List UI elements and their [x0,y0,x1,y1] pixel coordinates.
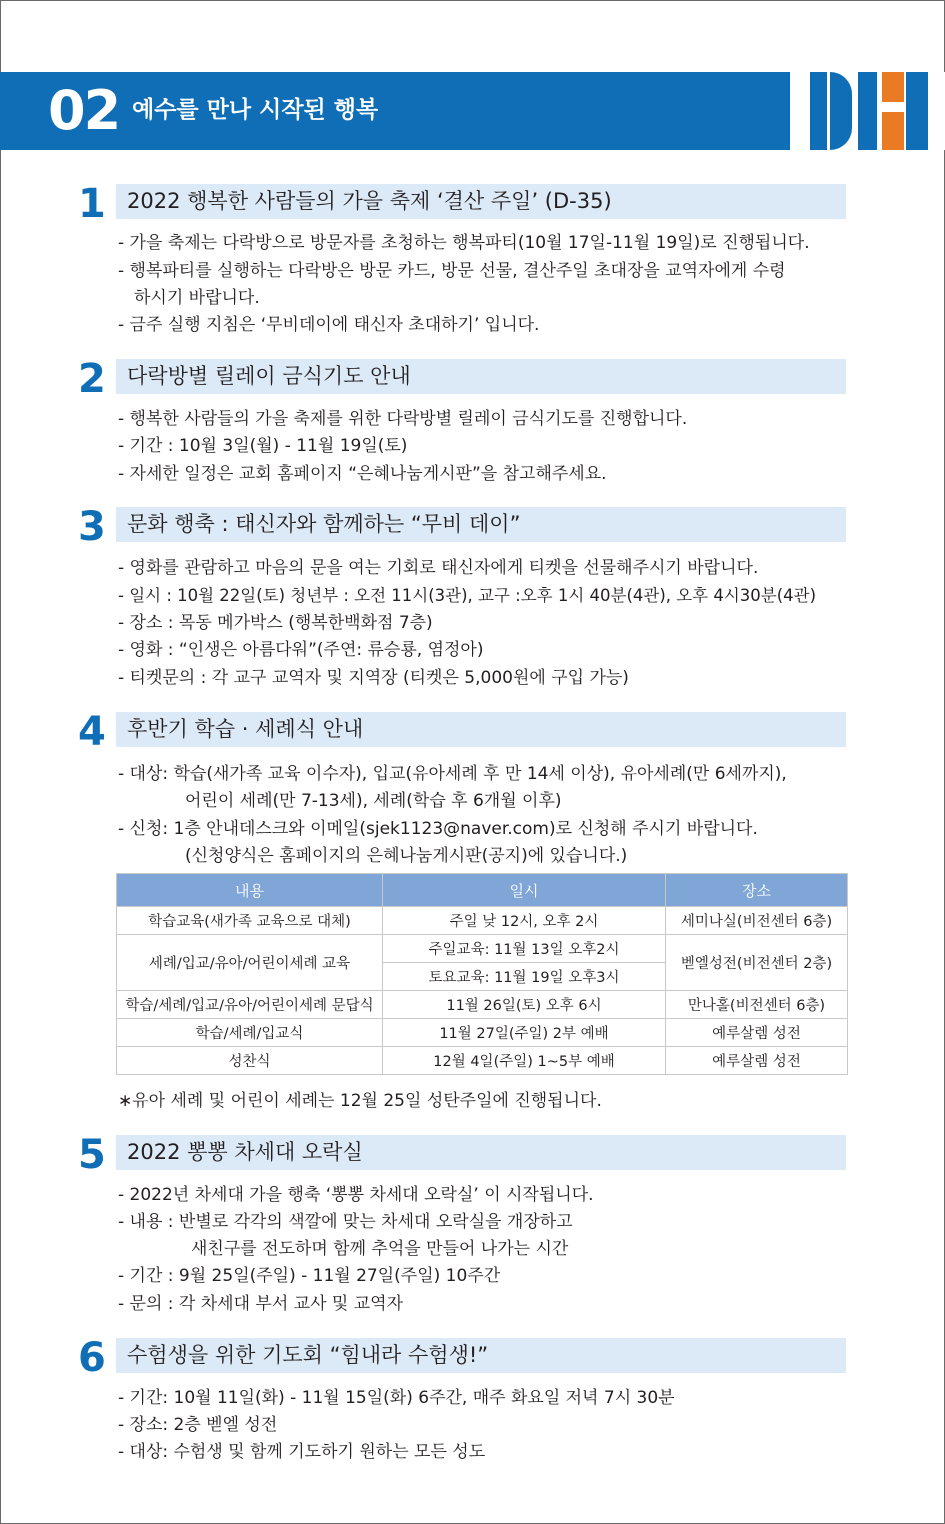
column-header: 일시 [383,874,666,907]
section-1-line: - 가을 축제는 다락방으로 방문자를 초청하는 행복파티(10월 17일-11월 19일)로 진행됩니다. [118,233,810,253]
section-1-line: - 금주 실행 지침은 ‘무비데이에 태신자 초대하기’ 입니다. [118,315,540,335]
table-cell: 학습/세례/입교식 [117,1019,383,1047]
column-header: 내용 [117,874,383,907]
section-3-line: - 영화를 관람하고 마음의 문을 여는 기회로 태신자에게 티켓을 선물해주시기 바랍니다. [118,558,759,578]
table-cell: 학습교육(새가족 교육으로 대체) [117,907,383,935]
section-2-line: - 기간 : 10월 3일(월) - 11월 19일(토) [118,436,408,456]
section-3-title: 문화 행축 : 태신자와 함께하는 “무비 데이” [116,507,846,542]
table-cell: 11월 26일(토) 오후 6시 [383,991,666,1019]
section-6-number: 6 [78,1335,106,1381]
schedule-table [116,873,848,1075]
section-5-line: - 내용 : 반별로 각각의 색깔에 맞는 차세대 오락실을 개장하고 [118,1212,573,1232]
table-cell: 세례/입교/유아/어린이세례 교육 [117,935,383,991]
table-row [117,991,848,1019]
section-2-line: - 자세한 일정은 교회 홈페이지 “은혜나눔게시판”을 참고해주세요. [118,464,607,484]
section-2-number: 2 [78,356,106,402]
table-footnote: ∗유아 세례 및 어린이 세례는 12월 25일 성탄주일에 진행됩니다. [118,1091,602,1111]
section-5-line: - 2022년 차세대 가을 행축 ‘뽕뽕 차세대 오락실’ 이 시작됩니다. [118,1185,594,1205]
table-cell: 세미나실(비전센터 6층) [666,907,848,935]
section-3-line: - 장소 : 목동 메가박스 (행복한백화점 7층) [118,613,433,633]
section-1-line: - 행복파티를 실행하는 다락방은 방문 카드, 방문 선물, 결산주일 초대장을 교역자에게 수령 [118,261,786,281]
table-cell: 12월 4일(주일) 1~5부 예배 [383,1047,666,1075]
table-row [117,1047,848,1075]
table-row [117,1019,848,1047]
table-row [117,907,848,935]
section-4-line: 어린이 세례(만 7-13세), 세례(학습 후 6개월 이후) [185,791,562,811]
column-header: 장소 [666,874,848,907]
section-4-title: 후반기 학습 · 세례식 안내 [116,712,846,747]
section-6-title: 수험생을 위한 기도회 “힘내라 수험생!” [116,1338,846,1373]
section-2-line: - 행복한 사람들의 가을 축제를 위한 다락방별 릴레이 금식기도를 진행합니다. [118,409,688,429]
table-row [117,935,848,963]
table-cell: 만나홀(비전센터 6층) [666,991,848,1019]
section-5-line: 새친구를 전도하며 함께 추억을 만들어 나가는 시간 [191,1239,569,1259]
section-5-line: - 기간 : 9월 25일(주일) - 11월 27일(주일) 10주간 [118,1266,501,1286]
table-cell: 벧엘성전(비전센터 2층) [666,935,848,991]
banner-title: 예수를 만나 시작된 행복 [132,97,379,123]
section-1-title: 2022 행복한 사람들의 가을 축제 ‘결산 주일’ (D-35) [116,184,846,219]
section-6-line: - 대상: 수험생 및 함께 기도하기 원하는 모든 성도 [118,1442,486,1462]
section-3-line: - 티켓문의 : 각 교구 교역자 및 지역장 (티켓은 5,000원에 구입 가능) [118,668,629,688]
church-logo [790,72,945,150]
table-cell: 예루살렘 성전 [666,1019,848,1047]
table-cell: 토요교육: 11월 19일 오후3시 [383,963,666,991]
table-cell: 학습/세례/입교/유아/어린이세례 문답식 [117,991,383,1019]
section-4-line: - 신청: 1층 안내데스크와 이메일(sjek1123@naver.com)로 신청해 주시기 바랍니다. [118,819,758,839]
table-cell: 성찬식 [117,1047,383,1075]
section-3-line: - 영화 : “인생은 아름다워”(주연: 류승룡, 염정아) [118,640,484,660]
section-6-line: - 장소: 2층 벧엘 성전 [118,1415,278,1435]
section-4-number: 4 [78,709,106,755]
section-1-number: 1 [78,181,106,227]
section-3-number: 3 [78,504,106,550]
table-cell: 예루살렘 성전 [666,1047,848,1075]
section-4-line: - 대상: 학습(새가족 교육 이수자), 입교(유아세례 후 만 14세 이상), 유아세례(만 6세까지), [118,764,787,784]
banner-number: 02 [48,79,120,142]
section-1-line: 하시기 바랍니다. [134,288,260,308]
table-cell: 주일교육: 11월 13일 오후2시 [383,935,666,963]
section-2-title: 다락방별 릴레이 금식기도 안내 [116,359,846,394]
section-6-line: - 기간: 10월 11일(화) - 11월 15일(화) 6주간, 매주 화요일 저녁 7시 30분 [118,1388,675,1408]
section-4-line: (신청양식은 홈페이지의 은혜나눔게시판(공지)에 있습니다.) [185,846,628,866]
section-5-title: 2022 뽕뽕 차세대 오락실 [116,1135,846,1170]
section-3-line: - 일시 : 10월 22일(토) 청년부 : 오전 11시(3관), 교구 :오후 1시 40분(4관), 오후 4시30분(4관) [118,586,817,605]
table-cell: 11월 27일(주일) 2부 예배 [383,1019,666,1047]
section-5-line: - 문의 : 각 차세대 부서 교사 및 교역자 [118,1294,403,1314]
section-5-number: 5 [78,1132,106,1178]
table-header-row [117,874,848,907]
table-cell: 주일 낮 12시, 오후 2시 [383,907,666,935]
